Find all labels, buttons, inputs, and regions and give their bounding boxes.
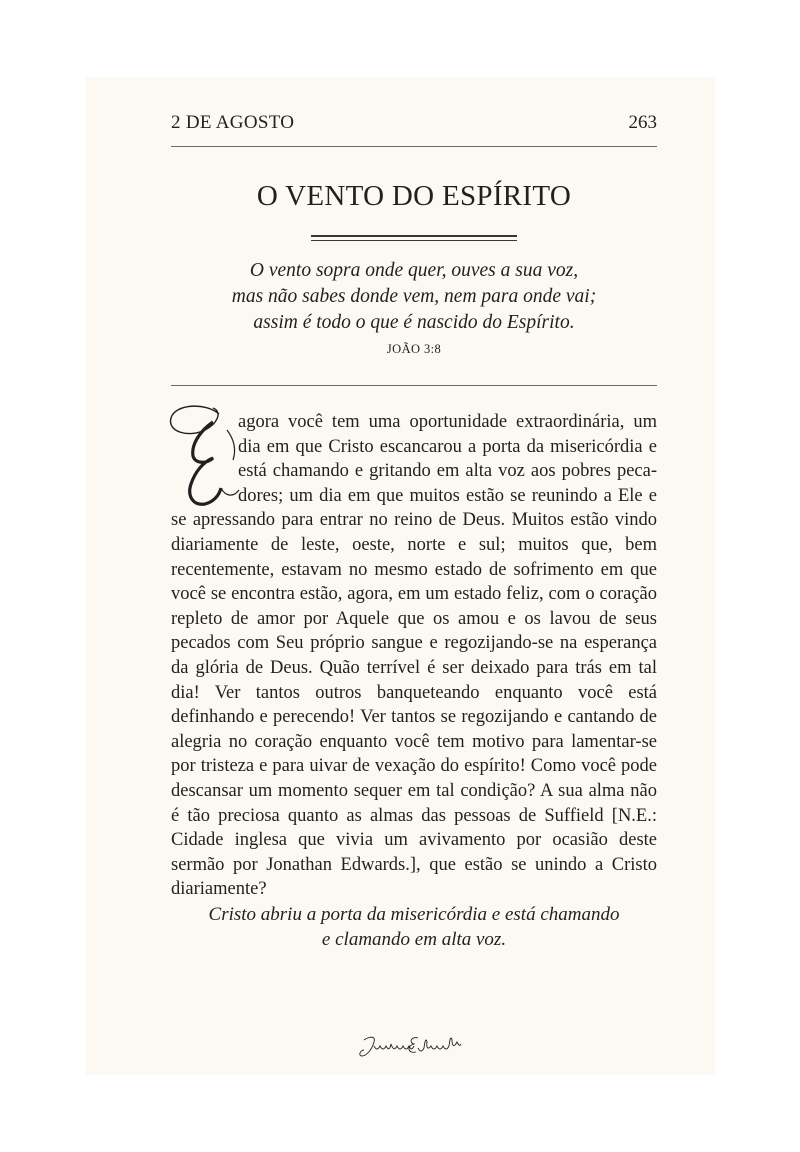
page-number: 263 [628,112,657,133]
epigraph-reference: JOÃO 3:8 [386,342,442,356]
closing-quote [171,902,657,952]
closing-line: e clamando em alta voz. [321,929,507,950]
header-date: 2 DE AGOSTO [171,112,295,133]
page-header [171,112,657,138]
epigraph-quote [171,258,657,336]
drop-cap-e-glyph [167,400,247,510]
epigraph-line: assim é todo o que é nascido do Espírito. [253,312,575,333]
page-title: O VENTO DO ESPÍRITO [256,180,572,212]
signature-image [300,1030,500,1062]
epigraph-line: mas não sabes donde vem, nem para onde vai; [231,286,597,307]
header-divider [171,146,657,147]
body-paragraph [171,410,657,902]
epigraph-line: O vento sopra onde quer, ouves a sua voz, [249,260,579,281]
body-text: agora você tem uma oportunidade extraordinária, um dia em que Cristo escancarou a porta da misericórdia e está chamando e gritando em alta voz aos pobres pecadores; um dia em que muitos estão se reunindo a Ele e se apressando para entrar no reino de Deus. Muitos estão vindo diariamente de leste, oeste, norte e sul; muitos que, bem recentemente, estavam no mesmo estado de sofrimento em que você se encontra estão, agora, em um estado feliz, com o coração repleto de amor por Aquele que os amou e os lavou de seus pecados com Seu próprio sangue e regozijando-se na esperança da glória de Deus. Quão terrível é ser deixado para trás em tal dia! Ver tantos outros banqueteando enquanto você está definhando e perecendo! Ver tantos se regozijando e cantando de alegria no coração enquanto você tem motivo para lamentar-se por tristeza e para uivar de vexação do espírito! Como você pode descansar um momento sequer em tal condição? A sua alma não é tão preciosa quanto as almas das pessoas de Suffield [N.E.: Cidade inglesa que vivia um avivamento por ocasião deste sermão por Jonathan Edwards.], que estão se unindo a Cristo diariamente? [171,412,657,900]
closing-line: Cristo abriu a porta da misericórdia e está chamando [208,904,620,925]
section-divider [171,385,657,386]
title-double-rule [311,235,517,242]
drop-cap [167,410,238,506]
